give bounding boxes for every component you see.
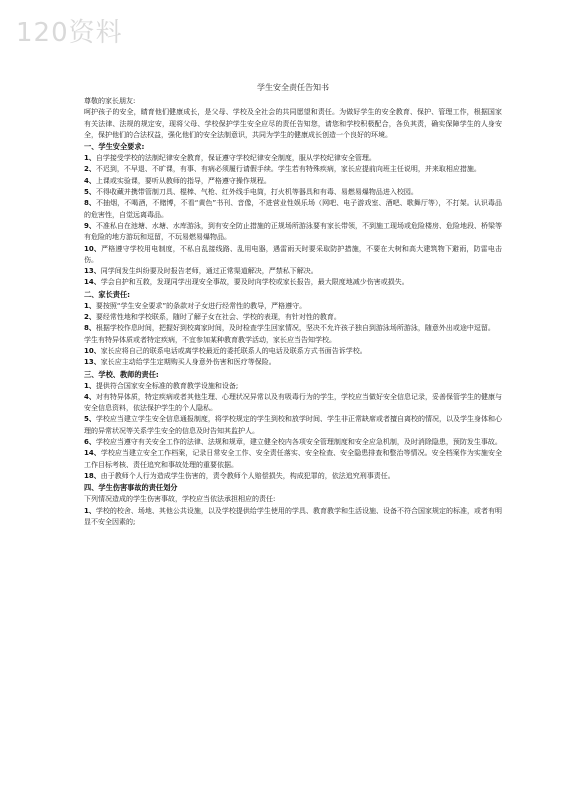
section-heading: 二、家长责任: — [84, 289, 130, 299]
item-number: 14、 — [84, 449, 101, 458]
item-number: 10、 — [84, 244, 102, 253]
list-item — [84, 153, 502, 164]
list-item — [84, 414, 502, 437]
item-number: 13、 — [84, 267, 101, 276]
item-text: 上课或实验课，要听从教师的指导，严格遵守操作规程。 — [95, 176, 271, 185]
item-number: 18、 — [84, 471, 101, 480]
item-text: 学生有特异体质或者特定疾病，不宜参加某种教育教学活动，家长应当告知学校。 — [84, 335, 336, 344]
greeting: 尊敬的家长朋友: — [84, 97, 136, 105]
list-item — [84, 506, 502, 529]
item-number: 8、 — [84, 199, 96, 208]
list-item — [84, 471, 502, 482]
list-item — [84, 301, 502, 312]
list-item — [84, 448, 502, 471]
section-heading: 四、学生伤害事故的责任划分 — [84, 483, 178, 493]
list-item — [84, 244, 502, 267]
item-text: 提供符合国家安全标准的教育教学设施和设备; — [95, 381, 239, 390]
item-number: 14、 — [84, 278, 101, 287]
item-number: 9、 — [84, 221, 96, 230]
item-number: 1、 — [84, 381, 96, 390]
item-number: 10、 — [84, 346, 101, 355]
item-text: 不得收藏并携带管制刀具、棍棒、气枪、红外线手电筒，打火机等器具和有毒、易燃易爆物品进入校园。 — [95, 188, 418, 197]
item-text: 学校应当建立学生安全信息通报制度，将学校规定的学生到校和放学时间、学生非正常缺席或者擅自离校的情况，以及学生身体和心理的异常状况等关系学生安全的信息及时告知其监护人。 — [84, 415, 502, 435]
item-text: 学校的校舍、场地、其他公共设施，以及学校提供给学生使用的学具、教育教学和生活设施、设备不符合国家规定的标准，或者有明显不安全因素的; — [84, 506, 502, 526]
item-text: 不准私自在池塘、水塘、水库游泳，到有安全防止措施的正规场所游泳要有家长带领，不到施工现场或危险楼房、危险地段、桥梁等有危险的地方游玩和逗留，不玩易燃易爆物品。 — [84, 221, 502, 242]
item-number: 13、 — [84, 358, 101, 367]
list-item — [84, 277, 502, 288]
list-item — [84, 381, 502, 392]
document-page — [84, 82, 502, 528]
item-text: 学会自护和互救，发现同学出现安全事故，要及时向学校或家长报告，最大限度地减少伤害或损失。 — [100, 278, 409, 287]
item-number: 1、 — [84, 301, 96, 310]
item-text: 学校应当遵守有关安全工作的法律、法规和规章，建立健全校内各项安全管理制度和安全应急机制，及时消除隐患，预防发生事故。 — [95, 438, 502, 447]
list-item — [84, 335, 502, 346]
list-item — [84, 312, 502, 323]
item-number: 6、 — [84, 438, 96, 447]
list-item — [84, 357, 502, 368]
item-number: 1、 — [84, 506, 96, 515]
item-text: 由于教师个人行为造成学生伤害的，责令教师个人赔偿损失，构成犯罪的，依法追究刑事责任。 — [100, 471, 395, 480]
list-item — [84, 323, 502, 334]
list-item — [84, 164, 502, 175]
item-text: 不迟到，不早退、不旷课，有事、有病必须履行请假手续。学生若有特殊疾病，家长应提前向班主任说明，并来取相应措施。 — [95, 165, 481, 174]
item-text: 下列情况造成的学生伤害事故，学校应当依法承担相应的责任: — [84, 495, 276, 504]
watermark-logo: 120资料 — [16, 18, 123, 48]
list-item — [84, 494, 502, 505]
item-number: 4、 — [84, 176, 96, 185]
list-item — [84, 187, 502, 198]
document-title: 学生安全责任告知书 — [257, 83, 329, 92]
item-text: 对有特异体质，特定疾病或者其他生理、心理状况异常以及有吸毒行为的学生，学校应当做好安全信息记录，妥善保管学生的健康与安全信息资料，依法保护学生的个人隐私。 — [84, 392, 502, 413]
list-item — [84, 176, 502, 187]
item-text: 学校应当建立安全工作档案，记录日常安全工作、安全责任落实、安全检查、安全隐患排查和整治等情况。安全档案作为实施安全工作目标考核、责任追究和事故处理的重要依据。 — [84, 449, 502, 469]
intro-paragraph: 呵护孩子的安全，睛育他们健康成长，是父母、学校及全社会的共同愿望和责任。为做好学生的安全教育、保护、管理工作，根据国家有关法律、法规的规定安，现将父母、学校保护学生安全应尽的责任告知您，请您和学校积极配合，各负其责，确实保障学生的人身安全，保护他们的合法权益，强化他们的安全法制意识，共同为学生的健康成长创造一个良好的环境。 — [84, 108, 502, 139]
item-text: 家长应将自己的联系电话或离学校最近的委托联系人的电话及联系方式书面告诉学校。 — [100, 346, 367, 355]
item-text: 根据学校作息时间，把握好到校离家时间，及时检查学生回家情况，坚决不允许孩子独自到游泳场所游泳，随意外出或途中逗留。 — [95, 324, 495, 333]
item-number: 5、 — [84, 415, 96, 424]
item-number: 4、 — [84, 392, 96, 401]
section-heading: 一、学生安全要求: — [84, 142, 145, 152]
item-number: 8、 — [84, 324, 96, 333]
item-text: 要按照“学生安全要求”的条款对子女进行经常性的教导，严格遵守。 — [95, 301, 307, 310]
list-item — [84, 437, 502, 448]
item-number: 2、 — [84, 313, 96, 322]
item-text: 同学间发生纠纷要及时报告老师，通过正常渠道解决，严禁私下解决。 — [100, 267, 318, 276]
section-heading: 三、学校、教师的责任: — [84, 369, 159, 379]
item-text: 严格遵守学校用电制度，不私自乱接线路、乱用电器，遇雷雨天时要采取防护措施，不要在大树和高大建筑物下避雨，防雷电击伤。 — [84, 244, 503, 264]
item-text: 家长应主动给学生定期购买人身意外伤害和医疗等保险。 — [100, 358, 276, 367]
list-item — [84, 346, 502, 357]
item-number: 2、 — [84, 165, 96, 174]
sections-container — [84, 141, 502, 528]
list-item — [84, 221, 502, 244]
item-text: 要经常性地和学校联系，随时了解子女在社会、学校的表现，有针对性的教育。 — [95, 313, 341, 322]
item-text: 自学接受学校的法制纪律安全教育，保证遵守学校纪律安全制度，服从学校纪律安全管理。 — [95, 154, 376, 163]
list-item — [84, 266, 502, 277]
item-text: 不抽烟，不喝酒，不赌博，不看“黄色”书刊、音像，不进营业性娱乐场（网吧、电子游戏室、酒吧、歌舞厅等），不打架。认识毒品的危害性，自觉远离毒品。 — [84, 199, 502, 219]
list-item — [84, 198, 502, 221]
list-item — [84, 392, 502, 415]
item-number: 5、 — [84, 188, 96, 197]
item-number: 1、 — [84, 154, 96, 163]
